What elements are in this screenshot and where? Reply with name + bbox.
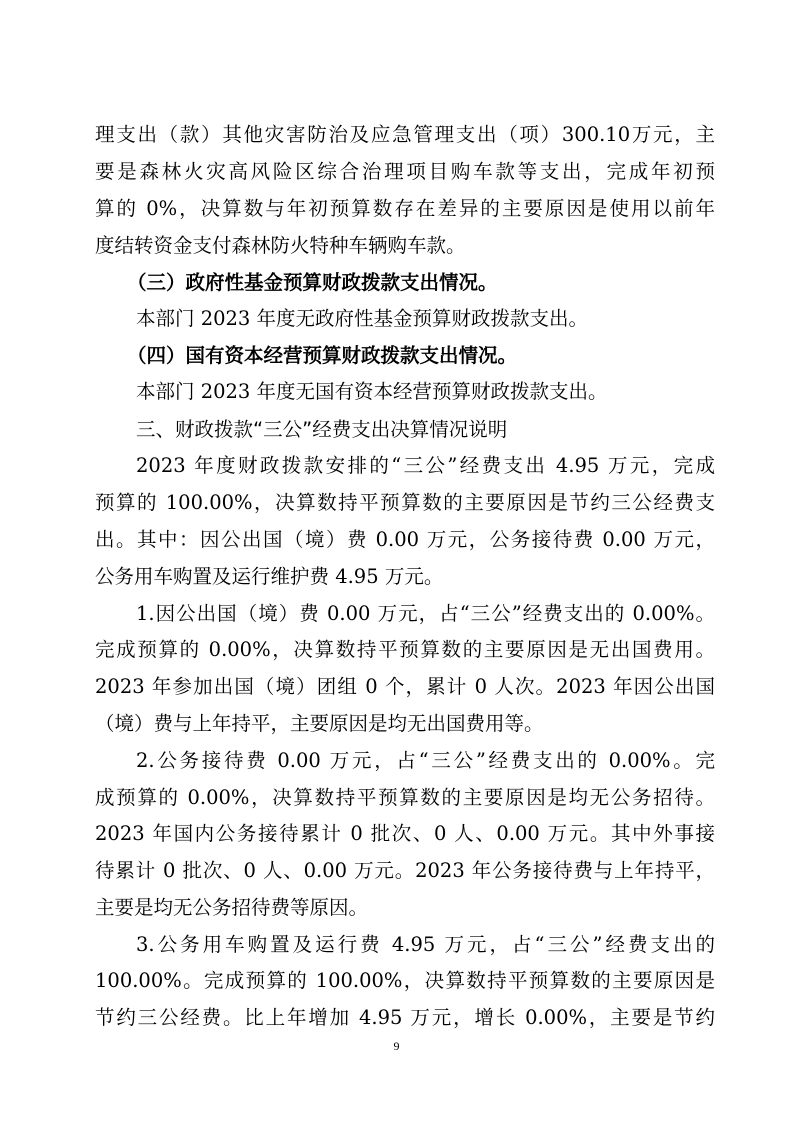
- body-text-line: 3.公务用车购置及运行费 4.95 万元，占“三公”经费支出的: [136, 933, 715, 956]
- body-text-line: 成预算的 0.00%，决算数持平预算数的主要原因是均无公务招待。: [95, 786, 715, 809]
- body-text-line: 要是森林火灾高风险区综合治理项目购车款等支出，完成年初预: [95, 160, 715, 183]
- subsection-heading-4: （四）国有资本经营预算财政拨款支出情况。: [127, 344, 518, 367]
- page-number: 9: [393, 1039, 400, 1053]
- body-text-line: 2023 年参加出国（境）团组 0 个，累计 0 人次。2023 年因公出国: [95, 675, 715, 698]
- body-text-line: 节约三公经费。比上年增加 4.95 万元，增长 0.00%，主要是节约: [95, 1006, 715, 1029]
- body-text-line: 100.00%。完成预算的 100.00%，决算数持平预算数的主要原因是: [95, 969, 715, 992]
- body-text-line: 2.公务接待费 0.00 万元，占“三公”经费支出的 0.00%。完: [136, 749, 715, 772]
- section-heading: 三、财政拨款“三公”经费支出决算情况说明: [136, 418, 508, 441]
- body-text-line: 本部门 2023 年度无政府性基金预算财政拨款支出。: [136, 307, 589, 330]
- body-text-line: 本部门 2023 年度无国有资本经营预算财政拨款支出。: [136, 380, 608, 403]
- body-text-line: 主要是均无公务招待费等原因。: [95, 896, 369, 919]
- body-text-line: 算的 0%，决算数与年初预算数存在差异的主要原因是使用以前年: [95, 197, 715, 220]
- body-text-line: 度结转资金支付森林防火特种车辆购车款。: [95, 234, 466, 257]
- body-text-line: （境）费与上年持平，主要原因是均无出国费用等。: [95, 712, 544, 735]
- body-text-line: 公务用车购置及运行维护费 4.95 万元。: [95, 565, 444, 588]
- body-text-line: 预算的 100.00%，决算数持平预算数的主要原因是节约三公经费支: [95, 491, 715, 514]
- body-text-line: 1.因公出国（境）费 0.00 万元，占“三公”经费支出的 0.00%。: [136, 602, 715, 625]
- body-text-line: 完成预算的 0.00%，决算数持平预算数的主要原因是无出国费用。: [95, 638, 715, 661]
- body-text-line: 出。其中：因公出国（境）费 0.00 万元，公务接待费 0.00 万元，: [95, 528, 715, 551]
- body-text-line: 理支出（款）其他灾害防治及应急管理支出（项）300.10万元，主: [95, 123, 715, 146]
- body-text-line: 待累计 0 批次、0 人、0.00 万元。2023 年公务接待费与上年持平，: [95, 859, 715, 882]
- body-text-line: 2023 年国内公务接待累计 0 批次、0 人、0.00 万元。其中外事接: [95, 822, 715, 845]
- body-text-line: 2023 年度财政拨款安排的“三公”经费支出 4.95 万元，完成: [136, 454, 715, 477]
- subsection-heading-3: （三）政府性基金预算财政拨款支出情况。: [127, 271, 498, 294]
